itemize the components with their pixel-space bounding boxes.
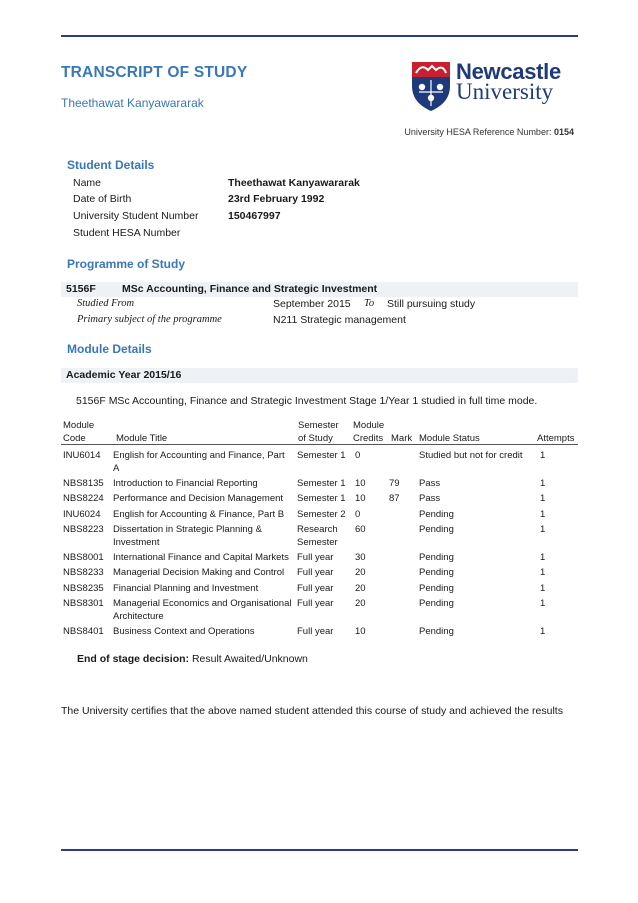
dob-value: 23rd February 1992 (228, 193, 325, 205)
cell-semester-line: Research (297, 524, 338, 535)
programme-title: MSc Accounting, Finance and Strategic Investment (122, 283, 378, 295)
col-header-semester (298, 419, 339, 445)
cell-code: NBS8233 (63, 567, 104, 578)
col-header-credits-line2: Credits (353, 433, 384, 444)
cell-title-line: Introduction to Financial Reporting (113, 478, 258, 489)
cell-semester-line: Semester 1 (297, 478, 346, 489)
document-title: TRANSCRIPT OF STUDY (61, 64, 248, 81)
col-header-code (63, 419, 94, 445)
student-number-value: 150467997 (228, 210, 281, 222)
cell-title-line: Financial Planning and Investment (113, 583, 259, 594)
cell-credits: 10 (355, 478, 366, 489)
col-header-attempts: Attempts (537, 433, 575, 444)
cell-semester (297, 449, 346, 462)
cell-semester (297, 523, 338, 549)
name-label: Name (73, 177, 102, 189)
header-student-name: Theethawat Kanyawararak (61, 96, 204, 110)
primary-subject-label: Primary subject of the programme (77, 314, 222, 325)
cell-code: NBS8235 (63, 583, 104, 594)
col-header-mark: Mark (391, 433, 413, 444)
cell-title (113, 523, 262, 549)
cell-semester (297, 625, 333, 638)
col-header-status: Module Status (419, 433, 480, 444)
cell-semester-line: Full year (297, 583, 334, 594)
logo-text-line2: University (456, 79, 554, 104)
cell-title-line: Dissertation in Strategic Planning & (113, 524, 262, 535)
cell-title (113, 449, 285, 475)
cell-title (113, 566, 284, 579)
col-header-credits (353, 419, 384, 445)
cell-title-line: Investment (113, 537, 160, 548)
cell-title (113, 625, 255, 638)
cell-title-line: Managerial Decision Making and Control (113, 567, 285, 578)
cell-mark: 87 (389, 493, 400, 504)
to-value: Still pursuing study (387, 298, 476, 310)
cell-code: NBS8301 (63, 598, 104, 609)
col-header-semester-line1: Semester (298, 420, 339, 431)
cell-code: INU6024 (63, 509, 101, 520)
cell-credits: 60 (355, 524, 366, 535)
hesa-reference (404, 127, 574, 137)
table-header-rule (61, 444, 578, 445)
cell-status: Pass (419, 478, 441, 489)
cell-semester (297, 582, 333, 595)
programme-heading: Programme of Study (67, 257, 186, 271)
cell-semester (297, 477, 346, 490)
crest-icon (410, 60, 452, 112)
cell-status: Pending (419, 567, 454, 578)
cell-title (113, 582, 258, 595)
cell-title-line: Managerial Economics and Organisational (113, 598, 292, 609)
cell-status: Pending (419, 626, 454, 637)
cell-credits: 20 (355, 583, 366, 594)
cell-credits: 10 (355, 626, 366, 637)
col-header-semester-line2: of Study (298, 433, 333, 444)
to-label: To (364, 298, 375, 309)
cell-credits: 30 (355, 552, 366, 563)
cell-semester (297, 492, 346, 505)
top-rule (61, 35, 578, 37)
cell-code: NBS8135 (63, 478, 104, 489)
cell-code: INU6014 (63, 450, 101, 461)
cell-status: Pending (419, 598, 454, 609)
student-hesa-label: Student HESA Number (73, 227, 181, 239)
cell-credits: 0 (355, 509, 361, 520)
cell-semester (297, 566, 333, 579)
cell-semester-line: Semester 1 (297, 450, 346, 461)
cell-status: Pending (419, 524, 454, 535)
cell-semester-line: Semester 2 (297, 509, 346, 520)
cell-title-line: English for Accounting & Finance, Part B (113, 509, 285, 520)
primary-subject-value: N211 Strategic management (273, 314, 406, 326)
end-of-stage-decision (77, 653, 308, 665)
cell-semester-line: Full year (297, 626, 334, 637)
cell-status: Pass (419, 493, 441, 504)
cell-title-line: A (113, 463, 120, 474)
certification-text: The University certifies that the above named student attended this course of study and achieved the results (61, 705, 563, 717)
cell-status: Pending (419, 509, 454, 520)
cell-title-line: International Finance and Capital Markets (113, 552, 289, 563)
col-header-code-line1: Module (63, 420, 95, 431)
hesa-ref-label: University HESA Reference Number: (404, 127, 552, 137)
cell-attempts: 1 (540, 598, 546, 609)
studied-from-label: Studied From (77, 298, 135, 309)
cell-code: NBS8224 (63, 493, 104, 504)
bottom-rule (61, 849, 578, 851)
cell-attempts: 1 (540, 450, 546, 461)
cell-code: NBS8401 (63, 626, 104, 637)
cell-attempts: 1 (540, 509, 546, 520)
col-header-credits-line1: Module (353, 420, 385, 431)
cell-semester-line: Full year (297, 552, 334, 563)
cell-attempts: 1 (540, 524, 546, 535)
end-of-stage-label: End of stage decision: (77, 653, 190, 665)
cell-title (113, 508, 284, 521)
cell-attempts: 1 (540, 493, 546, 504)
logo-text-line1: Newcastle (456, 59, 561, 84)
name-value: Theethawat Kanyawararak (228, 177, 360, 189)
cell-semester (297, 551, 333, 564)
cell-title (113, 477, 258, 490)
end-of-stage-value: Result Awaited/Unknown (191, 653, 308, 665)
module-details-heading: Module Details (67, 342, 152, 356)
cell-code: NBS8001 (63, 552, 104, 563)
cell-title-line: Architecture (113, 611, 164, 622)
dob-label: Date of Birth (73, 193, 132, 205)
cell-title-line: Business Context and Operations (113, 626, 255, 637)
programme-code: 5156F (66, 283, 96, 295)
cell-title (113, 597, 292, 623)
cell-semester (297, 597, 333, 610)
stage-description: 5156F MSc Accounting, Finance and Strategic Investment Stage 1/Year 1 studied in full time mode. (76, 395, 538, 407)
cell-credits: 20 (355, 567, 366, 578)
cell-semester-line: Full year (297, 598, 334, 609)
cell-code: NBS8223 (63, 524, 104, 535)
cell-attempts: 1 (540, 626, 546, 637)
cell-credits: 0 (355, 450, 361, 461)
university-logo (410, 60, 570, 112)
cell-attempts: 1 (540, 478, 546, 489)
cell-mark: 79 (389, 478, 400, 489)
academic-year: Academic Year 2015/16 (66, 369, 182, 381)
cell-semester (297, 508, 346, 521)
studied-from-value: September 2015 (273, 298, 351, 310)
cell-status: Studied but not for credit (419, 450, 523, 461)
cell-semester-line: Semester (297, 537, 338, 548)
cell-credits: 20 (355, 598, 366, 609)
cell-status: Pending (419, 552, 454, 563)
col-header-code-line2: Code (63, 433, 86, 444)
cell-title (113, 551, 289, 564)
cell-semester-line: Semester 1 (297, 493, 346, 504)
cell-attempts: 1 (540, 567, 546, 578)
col-header-title: Module Title (116, 433, 168, 444)
student-number-label: University Student Number (73, 210, 199, 222)
cell-credits: 10 (355, 493, 366, 504)
cell-semester-line: Full year (297, 567, 334, 578)
cell-title (113, 492, 283, 505)
cell-attempts: 1 (540, 583, 546, 594)
cell-title-line: English for Accounting and Finance, Part (113, 450, 285, 461)
cell-status: Pending (419, 583, 454, 594)
cell-title-line: Performance and Decision Management (113, 493, 284, 504)
cell-attempts: 1 (540, 552, 546, 563)
student-details-heading: Student Details (67, 158, 155, 172)
hesa-ref-value: 0154 (553, 127, 574, 137)
